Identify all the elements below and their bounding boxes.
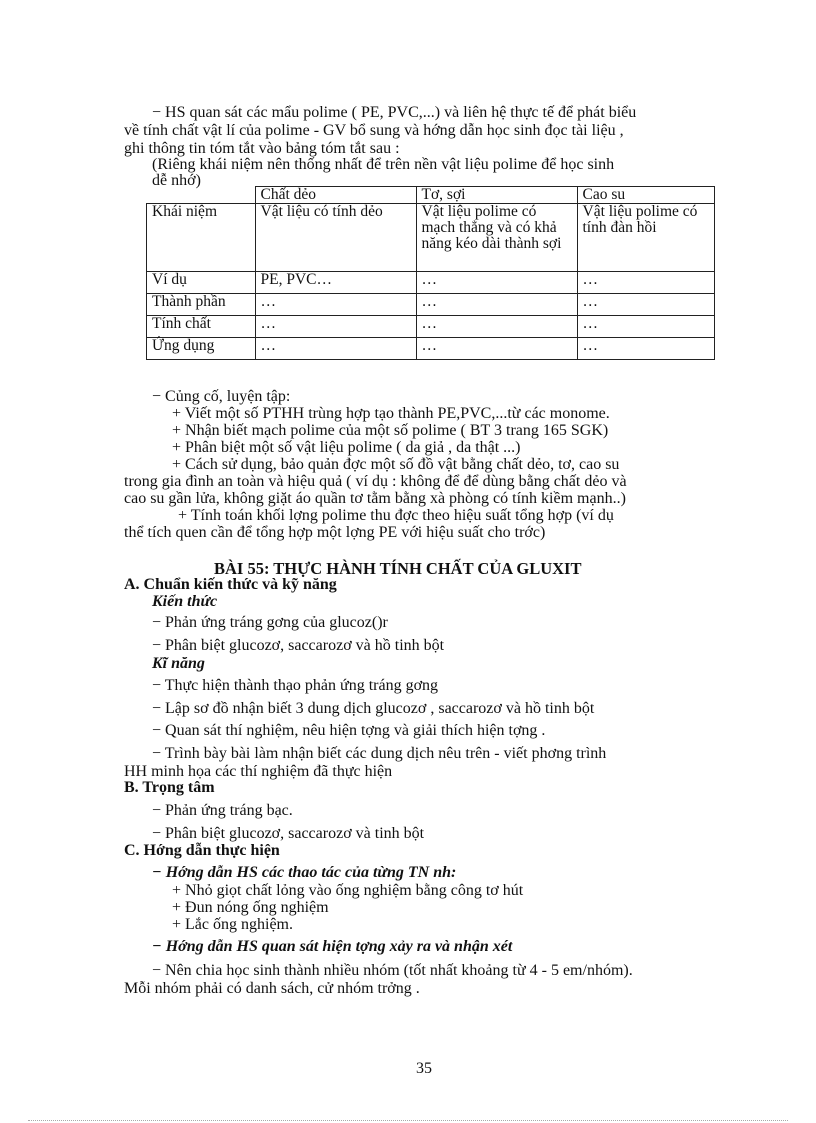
table-cell: …	[577, 338, 715, 360]
consolidation-item: + Tính toán khối lợng polime thu đợc theo hiệu suất tổng hợp (ví dụ	[178, 507, 614, 524]
section-c-heading: C. Hớng dẫn thực hiện	[124, 842, 280, 859]
guide-item: − Hớng dẫn HS quan sát hiện tợng xảy ra và nhận xét	[152, 938, 513, 955]
consolidation-item-cont: trong gia đình an toàn và hiệu quả ( ví dụ : không để để dùng bằng chất dẻo và	[124, 473, 627, 490]
table-cell: Ứng dụng	[147, 338, 256, 360]
knowledge-label: Kiến thức	[152, 593, 218, 610]
table-cell: PE, PVC…	[255, 272, 416, 294]
intro-note-1: (Riêng khái niệm nên thống nhất để trên nền vật liệu polime để học sinh	[152, 156, 615, 173]
table-cell: …	[255, 294, 416, 316]
table-row	[147, 272, 715, 294]
section-b-heading: B. Trọng tâm	[124, 779, 215, 796]
intro-line-1: − HS quan sát các mẩu polime ( PE, PVC,...) và liên hệ thực tế để phát biểu	[152, 104, 637, 121]
consolidation-item-cont: cao su gần lửa, không giặt áo quần tơ tằm bằng xà phòng có tính kiềm mạnh..)	[124, 490, 626, 507]
consolidation-item: + Viết một số PTHH trùng hợp tạo thành PE,PVC,...từ các monome.	[172, 405, 610, 422]
table-header-cell: Chất dẻo	[255, 187, 416, 204]
guide-subitem: + Đun nóng ống nghiệm	[172, 899, 329, 916]
table-header-cell	[147, 187, 256, 204]
table-cell: Tính chất	[147, 316, 256, 338]
skill-item: − Thực hiện thành thạo phản ứng tráng gơng	[152, 677, 439, 694]
table-cell: Ví dụ	[147, 272, 256, 294]
table-cell: Vật liệu polime có tính đàn hồi	[577, 204, 715, 272]
focus-item: − Phản ứng tráng bạc.	[152, 802, 293, 819]
guide-subitem: + Nhỏ giọt chất lỏng vào ống nghiệm bằng công tơ hút	[172, 882, 524, 899]
skill-item: − Trình bày bài làm nhận biết các dung dịch nêu trên - viết phơng trình	[152, 745, 607, 762]
table-cell: …	[577, 272, 715, 294]
skill-item: − Lập sơ đồ nhận biết 3 dung dịch glucozơ , saccarozơ và hồ tinh bột	[152, 700, 595, 717]
table-cell: …	[577, 316, 715, 338]
table-header-cell: Cao su	[577, 187, 715, 204]
lesson-title: BÀI 55: THỰC HÀNH TÍNH CHẤT CỦA GLUXIT	[214, 559, 582, 578]
table-cell: Vật liệu polime có mạch thẳng và có khả năng kéo dài thành sợi	[416, 204, 577, 272]
table-row	[147, 338, 715, 360]
skills-label: Kĩ năng	[152, 655, 205, 672]
table-header-cell: Tơ, sợi	[416, 187, 577, 204]
section-a-heading: A. Chuẩn kiến thức và kỹ năng	[124, 576, 337, 593]
consolidation-title: − Củng cố, luyện tập:	[152, 388, 291, 405]
consolidation-item: + Phân biệt một số vật liệu polime ( da giả , da thật ...)	[172, 439, 521, 456]
focus-item: − Phân biệt glucozơ, saccarozơ và tinh bột	[152, 825, 425, 842]
table-cell: …	[416, 316, 577, 338]
page-number: 35	[416, 1060, 432, 1077]
table-row	[147, 316, 715, 338]
footer-divider	[28, 1120, 788, 1121]
intro-line-2: về tính chất vật lí của polime - GV bổ sung và hớng dẫn học sinh đọc tài liệu ,	[124, 122, 624, 139]
table-cell: …	[255, 316, 416, 338]
table-cell: …	[416, 338, 577, 360]
consolidation-item: + Nhận biết mạch polime của một số polime ( BT 3 trang 165 SGK)	[172, 422, 609, 439]
table-cell: Thành phần	[147, 294, 256, 316]
table-row	[147, 204, 715, 272]
table-cell: Khái niệm	[147, 204, 256, 272]
intro-note-2: dễ nhớ)	[152, 172, 201, 189]
skill-item: − Quan sát thí nghiệm, nêu hiện tợng và giải thích hiện tợng .	[152, 722, 546, 739]
polime-summary-table	[146, 186, 715, 360]
guide-item-cont: Mỗi nhóm phải có danh sách, cử nhóm trởng .	[124, 980, 420, 997]
table-row	[147, 294, 715, 316]
consolidation-item-cont: thể tích quen cần để tổng hợp một lợng PE với hiệu suất cho trớc)	[124, 524, 546, 541]
guide-subitem: + Lắc ống nghiệm.	[172, 916, 293, 933]
skill-item-cont: HH minh họa các thí nghiệm đã thực hiện	[124, 763, 393, 780]
table-cell: …	[255, 338, 416, 360]
table-cell: …	[577, 294, 715, 316]
intro-line-3: ghi thông tin tóm tắt vào bảng tóm tắt sau :	[124, 140, 400, 157]
guide-item: − Nên chia học sinh thành nhiều nhóm (tốt nhất khoảng từ 4 - 5 em/nhóm).	[152, 962, 633, 979]
consolidation-item: + Cách sử dụng, bảo quản đợc một số đồ vật bằng chất dẻo, tơ, cao su	[172, 456, 620, 473]
knowledge-item: − Phân biệt glucozơ, saccarozơ và hồ tinh bột	[152, 637, 445, 654]
table-cell: …	[416, 294, 577, 316]
knowledge-item: − Phản ứng tráng gơng của glucoz()r	[152, 614, 388, 631]
table-header-row	[147, 187, 715, 204]
table-cell: Vật liệu có tính dẻo	[255, 204, 416, 272]
guide-item: − Hớng dẫn HS các thao tác của từng TN nh:	[152, 864, 457, 881]
table-cell: …	[416, 272, 577, 294]
